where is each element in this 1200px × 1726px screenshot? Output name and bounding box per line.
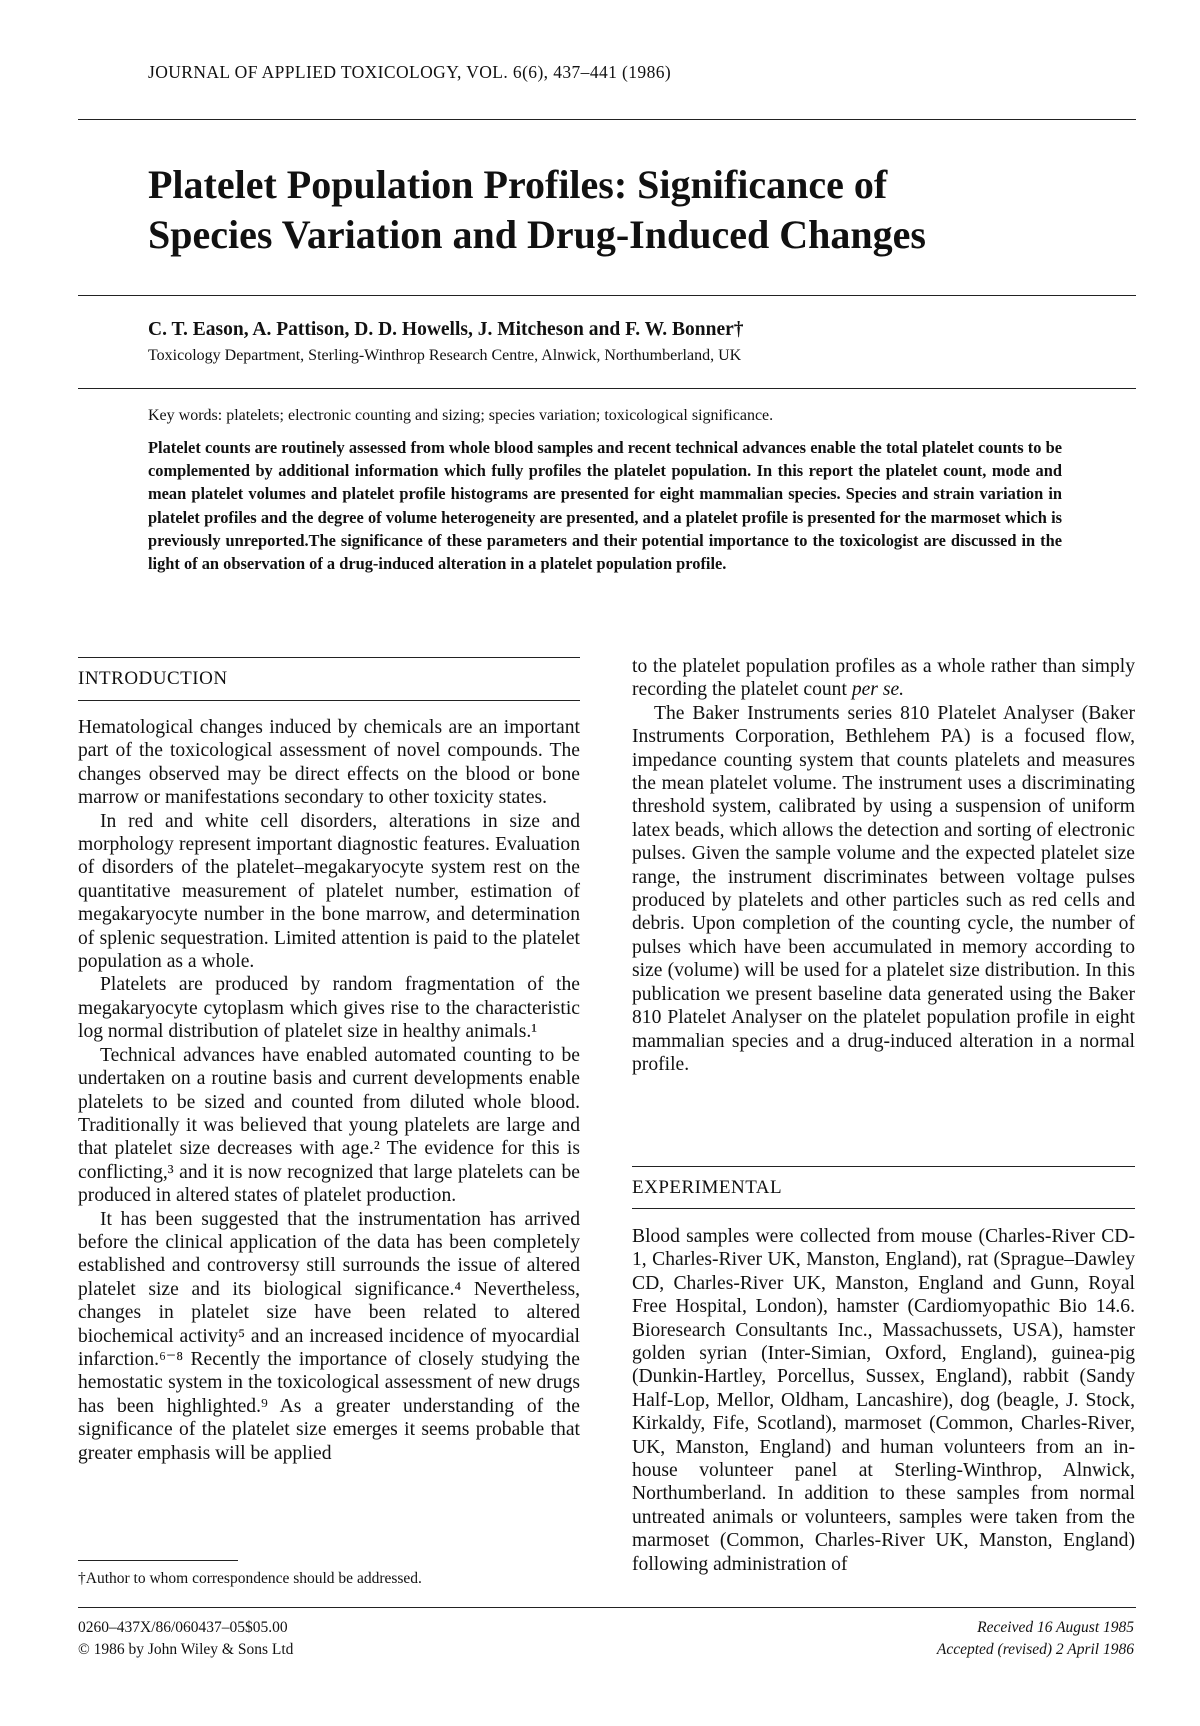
experimental-paragraph-1: Blood samples were collected from mouse (Charles-River CD-1, Charles-River UK, Manston, England), rat (Sprague–Dawley CD, Charles-River UK, Manston, England and Gunn, Royal Free Hospital, London), hamster (Cardiomyopathic Bio 14.6. Bioresearch Consultants Inc., Massachussets, USA), hamster golden syrian (Inter-Simian, Oxford, England), guinea-pig (Dunkin-Hartley, Porcellus, Sussex, England), rabbit (Sandy Half-Lop, Mellor, Oldham, Lancashire), dog (beagle, J. Stock, Kirkaldy, Fife, Scotland), marmoset (Common, Charles-River, UK, Manston, England) and human volunteers from an in-house volunteer panel at Sterling-Winthrop, Alnwick, Northumberland. In addition to these samples from normal untreated animals or volunteers, samples were taken from the marmoset (Common, Charles-River UK, Manston, England) following administration of xyxy=(632,1226,1135,1575)
authors: C. T. Eason, A. Pattison, D. D. Howells, J. Mitcheson and F. W. Bonner† xyxy=(148,319,744,340)
experimental-bottom-rule xyxy=(632,1208,1135,1209)
footer-rule xyxy=(78,1607,1136,1608)
accepted-date: Accepted (revised) 2 April 1986 xyxy=(936,1641,1134,1658)
footnote: †Author to whom correspondence should be addressed. xyxy=(78,1570,422,1587)
affiliation: Toxicology Department, Sterling-Winthrop Research Centre, Alnwick, Northumberland, UK xyxy=(148,347,742,364)
introduction-body xyxy=(78,716,580,1465)
title-line-1: Platelet Population Profiles: Significance of xyxy=(148,162,888,207)
intro-paragraph-1: Hematological changes induced by chemicals are an important part of the toxicological assessment of novel compounds. The changes observed may be direct effects on the blood or bone marrow or manifestations secondary to other toxicity states. xyxy=(78,717,580,809)
right-paragraph-1-text: to the platelet population profiles as a whole rather than simply recording the platelet count xyxy=(632,656,1135,701)
intro-bottom-rule xyxy=(78,700,580,701)
received-date: Received 16 August 1985 xyxy=(977,1619,1134,1636)
footnote-rule xyxy=(78,1560,238,1561)
right-paragraph-1-italic: per se. xyxy=(851,679,905,701)
authors-rule xyxy=(78,388,1136,389)
experimental-top-rule xyxy=(632,1166,1135,1167)
intro-paragraph-4: Technical advances have enabled automated counting to be undertaken on a routine basis and current developments enable platelets to be sized and counted from diluted whole blood. Traditionally it was believed that young platelets are large and that platelet size decreases with age.² The evidence for this is conflicting,³ and it is now recognized that large platelets can be produced in altered states of platelet production. xyxy=(78,1044,580,1207)
right-paragraph-2: The Baker Instruments series 810 Platelet Analyser (Baker Instruments Corporation, Bethlehem PA) is a focused flow, impedance counting system that counts platelets and measures the mean platelet volume. The instrument uses a discriminating threshold system, calibrated by using a suspension of uniform latex beads, which allows the detection and sorting of electronic pulses. Given the sample volume and the expected platelet size range, the instrument discriminates between voltage pulses produced by platelets and other particles such as red cells and debris. Upon completion of the counting cycle, the number of pulses which have been accumulated in memory according to size (volume) will be used for a platelet size distribution. In this publication we present baseline data generated using the Baker 810 Platelet Analyser on the platelet population profile in eight mammalian species and a drug-induced alteration in a normal profile. xyxy=(632,702,1135,1075)
issn-line: 0260–437X/86/060437–05$05.00 xyxy=(78,1619,288,1636)
intro-paragraph-3: Platelets are produced by random fragmentation of the megakaryocyte cytoplasm which gives rise to the characteristic log normal distribution of platelet size in healthy animals.¹ xyxy=(78,974,580,1043)
title-rule xyxy=(78,295,1136,296)
title-line-2: Species Variation and Drug-Induced Changes xyxy=(148,212,926,257)
journal-header: JOURNAL OF APPLIED TOXICOLOGY, VOL. 6(6), 437–441 (1986) xyxy=(148,62,672,82)
intro-paragraph-5: It has been suggested that the instrumentation has arrived before the clinical application of the data has been completely established and controversy still surrounds the issue of altered platelet size and its biological significance.⁴ Nevertheless, changes in platelet size have been related to altered biochemical activity⁵ and an increased incidence of myocardial infarction.⁶⁻⁸ Recently the importance of closely studying the hemostatic system in the toxicological assessment of new drugs has been highlighted.⁹ As a greater understanding of the significance of the platelet size emerges it seems probable that greater emphasis will be applied xyxy=(78,1208,580,1464)
intro-paragraph-2: In red and white cell disorders, alterations in size and morphology represent important diagnostic features. Evaluation of disorders of the platelet–megakaryocyte system rest on the quantitative measurement of platelet number, estimation of megakaryocyte number in the bone marrow, and determination of splenic sequestration. Limited attention is paid to the platelet population as a whole. xyxy=(78,810,580,973)
introduction-heading: INTRODUCTION xyxy=(78,668,228,689)
header-rule xyxy=(78,119,1136,120)
abstract: Platelet counts are routinely assessed from whole blood samples and recent technical advances enable the total platelet counts to be complemented by additional information which fully profiles the platelet population. In this report the platelet count, mode and mean platelet volumes and platelet profile histograms are presented for eight mammalian species. Species and strain variation in platelet profiles and the degree of volume heterogeneity are presented, and a platelet profile is presented for the marmoset which is previously unreported.The significance of these parameters and their potential importance to the toxicologist are discussed in the light of an observation of a drug-induced alteration in a platelet population profile. xyxy=(148,438,1062,574)
experimental-body xyxy=(632,1225,1135,1576)
intro-top-rule xyxy=(78,657,580,658)
keywords: Key words: platelets; electronic counting and sizing; species variation; toxicological significance. xyxy=(148,407,774,424)
article-title xyxy=(148,160,1148,260)
experimental-heading: EXPERIMENTAL xyxy=(632,1177,783,1198)
copyright-line: © 1986 by John Wiley & Sons Ltd xyxy=(78,1641,294,1658)
right-column-body xyxy=(632,655,1135,1076)
right-paragraph-1 xyxy=(632,655,1135,702)
